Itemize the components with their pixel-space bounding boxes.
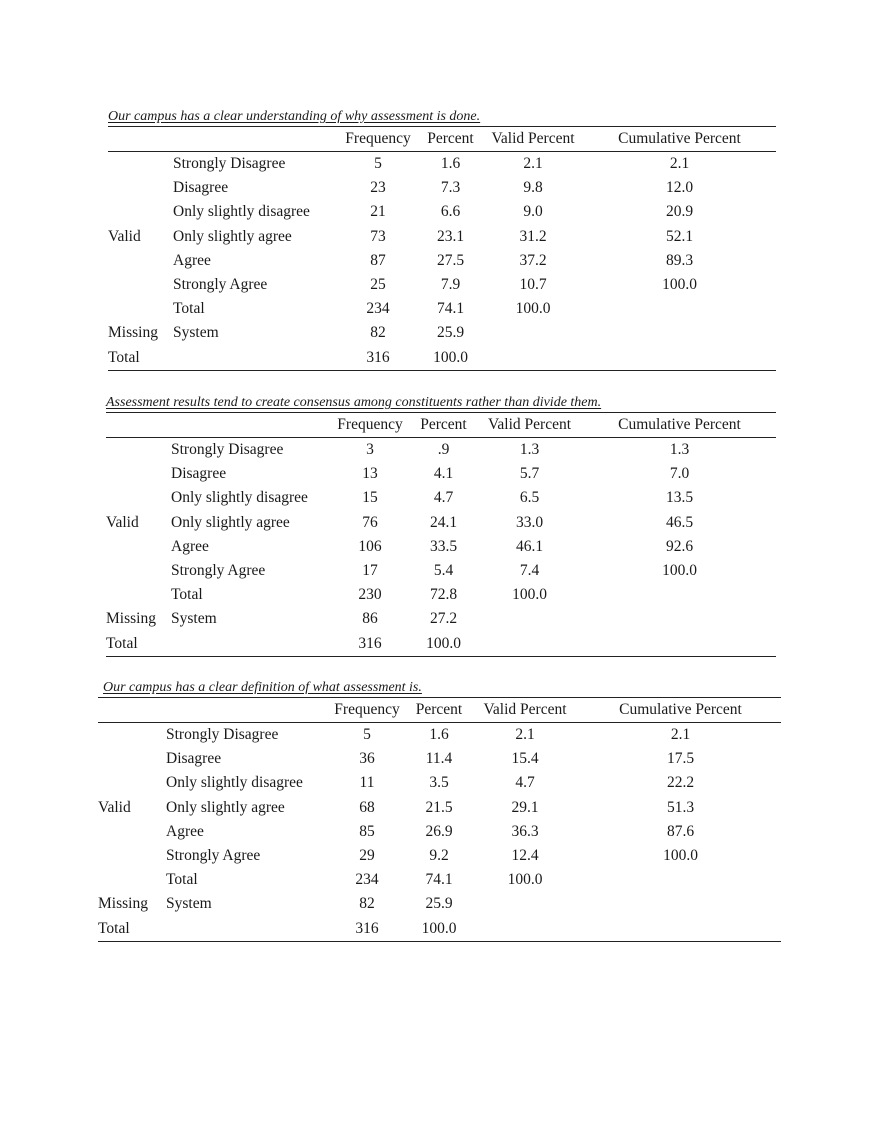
valid-percent-cell [470,917,580,942]
row-category-label [173,346,338,371]
percent-cell: 27.2 [429,610,458,628]
frequency-cell: 316 [366,348,390,366]
table-row [108,200,776,224]
cumulative-percent-cell: 13.5 [665,489,694,507]
row-category-label: Only slightly disagree [171,489,308,507]
percent-cell: 3.5 [429,774,449,792]
cumulative-percent-cell: 51.3 [666,798,695,816]
row-group-label [98,844,166,868]
frequency-cell: 68 [359,798,375,816]
row-group-label: Missing [106,610,156,628]
cumulative-percent-cell [583,346,776,371]
percent-cell: 23.1 [436,227,465,245]
row-category-label: Agree [166,822,204,840]
frequency-cell: 36 [359,750,375,768]
table-row [106,486,776,510]
percent-cell: 72.8 [429,586,458,604]
table-row [98,868,781,892]
table-title: Assessment results tend to create consensus among constituents rather than divide them. [106,395,602,410]
percent-cell: 6.6 [440,203,461,221]
percent-cell: 74.1 [436,300,465,318]
cumulative-percent-cell [583,632,776,657]
percent-cell: 100.0 [421,919,457,937]
cumulative-percent-cell [583,321,776,345]
percent-cell: 33.5 [429,537,458,555]
valid-percent-cell: 100.0 [507,871,543,889]
header-cumulative-percent: Cumulative Percent [583,127,776,152]
row-category-label: Disagree [173,179,229,197]
table-row [108,152,776,177]
table-row [106,535,776,559]
frequency-cell: 316 [355,919,379,937]
valid-percent-cell: 2.1 [523,155,543,173]
frequency-cell: 316 [358,634,382,652]
frequency-cell: 82 [359,895,375,913]
valid-percent-cell: 100.0 [515,300,551,318]
cumulative-percent-cell: 20.9 [665,203,694,221]
valid-percent-cell [483,346,583,371]
table-row [98,796,781,820]
frequency-cell: 106 [358,537,382,555]
row-category-label [166,917,326,942]
percent-cell: 4.1 [433,465,454,483]
row-group-label: Total [108,348,140,366]
frequency-cell: 87 [370,251,386,269]
row-group-label [108,273,173,297]
header-frequency: Frequency [329,413,411,438]
row-category-label: Only slightly agree [171,513,290,531]
frequency-cell: 5 [374,155,382,173]
row-group-label: Valid [106,513,139,531]
cumulative-percent-cell [580,868,781,892]
percent-cell: 100.0 [433,348,468,366]
valid-percent-cell: 37.2 [519,251,547,269]
valid-percent-cell [476,607,583,631]
cumulative-percent-cell: 46.5 [665,513,694,531]
percent-cell: 4.7 [433,489,454,507]
table-row [98,844,781,868]
cumulative-percent-cell [580,917,781,942]
table-title: Our campus has a clear definition of what assessment is. [103,680,422,695]
valid-percent-cell: 1.3 [519,441,540,459]
row-group-label [108,200,173,224]
percent-cell: 1.6 [429,726,449,744]
cumulative-percent-cell: 52.1 [665,227,694,245]
percent-cell: 11.4 [425,750,453,768]
header-frequency: Frequency [338,127,418,152]
row-group-label [106,559,171,583]
frequency-cell: 234 [366,300,390,318]
frequency-cell: 230 [358,586,382,604]
row-category-label: Only slightly agree [166,798,285,816]
cumulative-percent-cell: 100.0 [662,562,697,580]
percent-cell: 74.1 [425,871,453,889]
table-row [106,511,776,535]
row-group-label [98,771,166,795]
valid-percent-cell: 31.2 [519,227,547,245]
row-group-label [98,820,166,844]
valid-percent-cell: 2.1 [515,726,535,744]
data-table [98,697,781,942]
cumulative-percent-cell: 1.3 [669,441,690,459]
frequency-cell: 3 [366,441,374,459]
cumulative-percent-cell: 2.1 [670,726,691,744]
row-group-label: Total [106,634,138,652]
row-category-label: Strongly Disagree [173,155,286,173]
header-valid-percent: Valid Percent [483,127,583,152]
percent-cell: 27.5 [436,251,465,269]
row-category-label: Agree [173,251,211,269]
row-category-label: Strongly Agree [166,847,261,865]
frequency-cell: 11 [359,774,375,792]
table-row [108,249,776,273]
row-group-label [106,583,171,607]
cumulative-percent-cell: 17.5 [666,750,695,768]
table-row [98,892,781,916]
frequency-cell: 15 [362,489,378,507]
row-category-label: System [166,895,212,913]
frequency-cell: 82 [370,324,386,342]
data-table [108,126,776,371]
table-row [98,771,781,795]
row-category-label: Total [171,586,203,604]
cumulative-percent-cell [580,892,781,916]
percent-cell: 1.6 [440,155,461,173]
cumulative-percent-cell [583,607,776,631]
frequency-cell: 5 [363,726,371,744]
row-group-label [108,249,173,273]
header-percent: Percent [408,698,470,723]
frequency-table-definition [98,679,781,942]
frequency-cell: 13 [362,465,378,483]
row-group-label [106,486,171,510]
valid-percent-cell: 33.0 [515,513,544,531]
table-row [108,225,776,249]
percent-cell: 25.9 [436,324,465,342]
header-valid-percent: Valid Percent [476,413,583,438]
percent-cell: 5.4 [433,562,454,580]
row-group-label [108,152,173,177]
header-cumulative-percent: Cumulative Percent [580,698,781,723]
valid-percent-cell [483,321,583,345]
percent-cell: 9.2 [429,847,449,865]
table-row [108,346,776,371]
row-group-label: Missing [98,895,148,913]
valid-percent-cell [470,892,580,916]
table-row [106,583,776,607]
frequency-cell: 25 [370,276,386,294]
table-row [108,297,776,321]
row-category-label: Only slightly disagree [173,203,310,221]
row-category-label: Only slightly agree [173,227,292,245]
valid-percent-cell: 15.4 [511,750,539,768]
table-row [106,462,776,486]
valid-percent-cell: 29.1 [511,798,539,816]
table-title: Our campus has a clear understanding of why assessment is done. [108,109,481,124]
cumulative-percent-cell: 89.3 [665,251,694,269]
table-row [106,632,776,657]
frequency-table-understanding [108,108,776,371]
row-group-label: Total [98,919,130,937]
percent-cell: 26.9 [425,822,453,840]
row-group-label [106,438,171,463]
frequency-table-consensus [106,394,776,657]
header-row [108,127,776,152]
table-row [108,176,776,200]
cumulative-percent-cell: 100.0 [663,847,698,865]
row-group-label [106,462,171,486]
header-percent: Percent [411,413,476,438]
percent-cell: 25.9 [425,895,453,913]
cumulative-percent-cell: 22.2 [666,774,695,792]
frequency-cell: 21 [370,203,386,221]
row-category-label: Strongly Disagree [171,441,284,459]
cumulative-percent-cell [583,583,776,607]
percent-cell: 7.9 [440,276,461,294]
valid-percent-cell: 6.5 [519,489,540,507]
cumulative-percent-cell: 100.0 [662,276,697,294]
table-row [108,273,776,297]
table-row [108,321,776,345]
valid-percent-cell [476,632,583,657]
valid-percent-cell: 10.7 [519,276,547,294]
frequency-cell: 17 [362,562,378,580]
table-row [106,607,776,631]
row-category-label: System [173,324,219,342]
table-row [98,747,781,771]
percent-cell: .9 [437,441,450,459]
frequency-cell: 23 [370,179,386,197]
row-category-label: Strongly Agree [171,562,266,580]
percent-cell: 21.5 [425,798,453,816]
frequency-cell: 73 [370,227,386,245]
frequency-cell: 29 [359,847,375,865]
row-category-label: Only slightly disagree [166,774,303,792]
valid-percent-cell: 9.8 [523,179,543,197]
cumulative-percent-cell: 12.0 [665,179,694,197]
row-group-label: Valid [108,227,141,245]
table-row [98,723,781,748]
cumulative-percent-cell [583,297,776,321]
header-cumulative-percent: Cumulative Percent [583,413,776,438]
header-row [106,413,776,438]
valid-percent-cell: 7.4 [519,562,540,580]
frequency-cell: 234 [355,871,379,889]
table-row [98,917,781,942]
valid-percent-cell: 5.7 [519,465,540,483]
header-percent: Percent [418,127,483,152]
row-category-label: Disagree [171,465,227,483]
row-category-label: System [171,610,217,628]
frequency-cell: 76 [362,513,378,531]
row-group-label [98,747,166,771]
row-category-label: Total [173,300,205,318]
cumulative-percent-cell: 2.1 [669,155,690,173]
valid-percent-cell: 12.4 [511,847,539,865]
row-category-label [171,632,329,657]
row-group-label [108,176,173,200]
row-group-label [98,723,166,748]
row-category-label: Strongly Disagree [166,726,279,744]
row-group-label: Valid [98,798,131,816]
header-row [98,698,781,723]
table-row [106,438,776,463]
frequency-cell: 86 [362,610,378,628]
table-row [106,559,776,583]
cumulative-percent-cell: 92.6 [665,537,694,555]
row-category-label: Total [166,871,198,889]
row-category-label: Agree [171,537,209,555]
valid-percent-cell: 36.3 [511,822,539,840]
row-group-label: Missing [108,324,158,342]
row-category-label: Disagree [166,750,222,768]
row-category-label: Strongly Agree [173,276,268,294]
row-group-label [98,868,166,892]
percent-cell: 7.3 [440,179,461,197]
header-frequency: Frequency [326,698,408,723]
valid-percent-cell: 4.7 [515,774,535,792]
row-group-label [106,535,171,559]
table-row [98,820,781,844]
percent-cell: 24.1 [429,513,458,531]
frequency-cell: 85 [359,822,375,840]
valid-percent-cell: 100.0 [512,586,547,604]
valid-percent-cell: 46.1 [515,537,544,555]
header-valid-percent: Valid Percent [470,698,580,723]
percent-cell: 100.0 [426,634,461,652]
cumulative-percent-cell: 7.0 [669,465,690,483]
data-table [106,412,776,657]
row-group-label [108,297,173,321]
cumulative-percent-cell: 87.6 [666,822,695,840]
valid-percent-cell: 9.0 [523,203,543,221]
